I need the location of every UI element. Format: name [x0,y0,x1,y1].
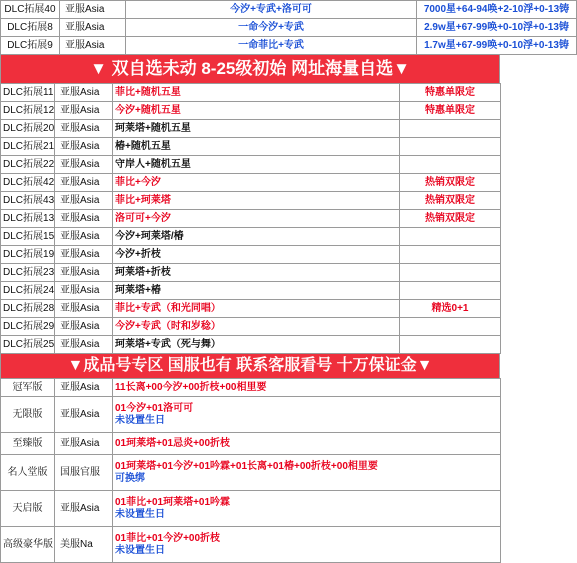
server-label: 亚服Asia [55,210,113,228]
account-extra: 7000星+64-94唤+2-10浮+0-13铸 [417,1,577,19]
account-note: 未设置生日 [115,414,165,426]
tag-note: 特惠单限定 [400,84,501,102]
tag-note [400,228,501,246]
account-content [113,397,501,433]
server-label: 亚服Asia [55,174,113,192]
account-content [113,491,501,527]
account-content: 椿+随机五星 [113,138,400,156]
table-row [1,264,501,282]
account-name: DLC拓展15 [1,228,55,246]
account-name: DLC拓展40 [1,1,60,19]
section-banner-finished-accounts: ▼成品号专区 国服也有 联系客服看号 十万保证金▼ [0,354,500,378]
server-label: 亚服Asia [55,318,113,336]
account-characters: 01珂莱塔+01忌炎+00折枝 [115,437,231,449]
account-name: DLC拓展12 [1,102,55,120]
server-label: 亚服Asia [55,397,113,433]
tag-note [400,336,501,354]
account-content [113,379,501,397]
account-content: 菲比+随机五星 [113,84,400,102]
table-row [1,192,501,210]
account-name: DLC拓展22 [1,156,55,174]
table-row [1,37,577,55]
server-label: 亚服Asia [55,84,113,102]
account-characters: 01今汐+01洛可可 [115,403,194,414]
server-label: 美服Na [55,527,113,563]
table-row [1,120,501,138]
account-content: 洛可可+今汐 [113,210,400,228]
table-row [1,210,501,228]
account-content: 一命菲比+专武 [126,37,417,55]
server-label: 亚服Asia [55,246,113,264]
account-content: 今汐+专武（时和岁稔） [113,318,400,336]
account-note: 未设置生日 [115,544,165,556]
edition-name: 无限版 [1,397,55,433]
table-row [1,397,501,433]
tag-note: 热销双限定 [400,174,501,192]
table-row [1,282,501,300]
table-row [1,455,501,491]
account-characters: 01菲比+01今汐+00折枝 [115,533,221,544]
table-row [1,318,501,336]
dlc-table [0,83,501,354]
account-content: 今汐+折枝 [113,246,400,264]
table-row [1,84,501,102]
account-name: DLC拓展13 [1,210,55,228]
account-name: DLC拓展43 [1,192,55,210]
table-row [1,433,501,455]
tag-note: 热销双限定 [400,192,501,210]
account-name: DLC拓展20 [1,120,55,138]
table-row [1,491,501,527]
account-content: 菲比+今汐 [113,174,400,192]
tag-note: 精选0+1 [400,300,501,318]
table-row [1,379,501,397]
account-content: 珂莱塔+折枝 [113,264,400,282]
table-row [1,527,501,563]
edition-name: 名人堂版 [1,455,55,491]
tag-note [400,246,501,264]
tag-note: 热销双限定 [400,210,501,228]
server-label: 亚服Asia [55,433,113,455]
table-row [1,174,501,192]
server-label: 亚服Asia [55,102,113,120]
account-content: 一命今汐+专武 [126,19,417,37]
account-content: 珂莱塔+专武（死与舞） [113,336,400,354]
account-content: 守岸人+随机五星 [113,156,400,174]
server-label: 亚服Asia [55,228,113,246]
tag-note [400,264,501,282]
account-extra: 2.9w星+67-99唤+0-10浮+0-13铸 [417,19,577,37]
table-row [1,300,501,318]
account-name: DLC拓展11 [1,84,55,102]
server-label: 亚服Asia [55,120,113,138]
tag-note [400,120,501,138]
table-row [1,138,501,156]
account-extra: 1.7w星+67-99唤+0-10浮+0-13铸 [417,37,577,55]
server-label: 亚服Asia [55,300,113,318]
account-content: 今汐+专武+洛可可 [126,1,417,19]
edition-name: 高级豪华版 [1,527,55,563]
account-name: DLC拓展9 [1,37,60,55]
edition-name: 冠军版 [1,379,55,397]
account-name: DLC拓展29 [1,318,55,336]
table-row [1,228,501,246]
account-name: DLC拓展23 [1,264,55,282]
account-content: 菲比+珂莱塔 [113,192,400,210]
tag-note [400,138,501,156]
account-content: 今汐+珂莱塔/椿 [113,228,400,246]
account-content [113,433,501,455]
account-characters: 01珂莱塔+01今汐+01吟霖+01长离+01椿+00折枝+00相里要 [115,461,378,472]
server-label: 国服官服 [55,455,113,491]
server-label: 亚服Asia [55,379,113,397]
table-row [1,336,501,354]
account-name: DLC拓展25 [1,336,55,354]
account-characters: 11长离+00今汐+00折枝+00相里要 [115,381,267,393]
table-row [1,1,577,19]
edition-name: 天启版 [1,491,55,527]
server-label: 亚服Asia [55,264,113,282]
account-content [113,455,501,491]
edition-name: 至臻版 [1,433,55,455]
account-note: 未设置生日 [115,508,165,520]
section-banner-self-select: ▼ 双自选未动 8-25级初始 网址海量自选▼ [0,55,500,83]
table-row [1,246,501,264]
table-row [1,156,501,174]
server-label: 亚服Asia [55,282,113,300]
table-row [1,102,501,120]
server-label: 亚服Asia [55,491,113,527]
account-name: DLC拓展21 [1,138,55,156]
account-note: 可换绑 [115,472,145,484]
server-label: 亚服Asia [60,19,126,37]
account-name: DLC拓展28 [1,300,55,318]
server-label: 亚服Asia [55,156,113,174]
server-label: 亚服Asia [55,138,113,156]
account-content: 今汐+随机五星 [113,102,400,120]
account-name: DLC拓展19 [1,246,55,264]
table-row [1,19,577,37]
account-content: 珂莱塔+随机五星 [113,120,400,138]
tag-note [400,282,501,300]
account-characters: 01菲比+01珂莱塔+01吟霖 [115,497,231,508]
finished-accounts-table [0,378,501,563]
account-content: 菲比+专武（和光同唱） [113,300,400,318]
account-name: DLC拓展42 [1,174,55,192]
account-name: DLC拓展24 [1,282,55,300]
account-content [113,527,501,563]
server-label: 亚服Asia [55,336,113,354]
top-price-table [0,0,577,55]
tag-note [400,318,501,336]
tag-note: 特惠单限定 [400,102,501,120]
account-content: 珂莱塔+椿 [113,282,400,300]
server-label: 亚服Asia [55,192,113,210]
server-label: 亚服Asia [60,37,126,55]
account-name: DLC拓展8 [1,19,60,37]
server-label: 亚服Asia [60,1,126,19]
tag-note [400,156,501,174]
